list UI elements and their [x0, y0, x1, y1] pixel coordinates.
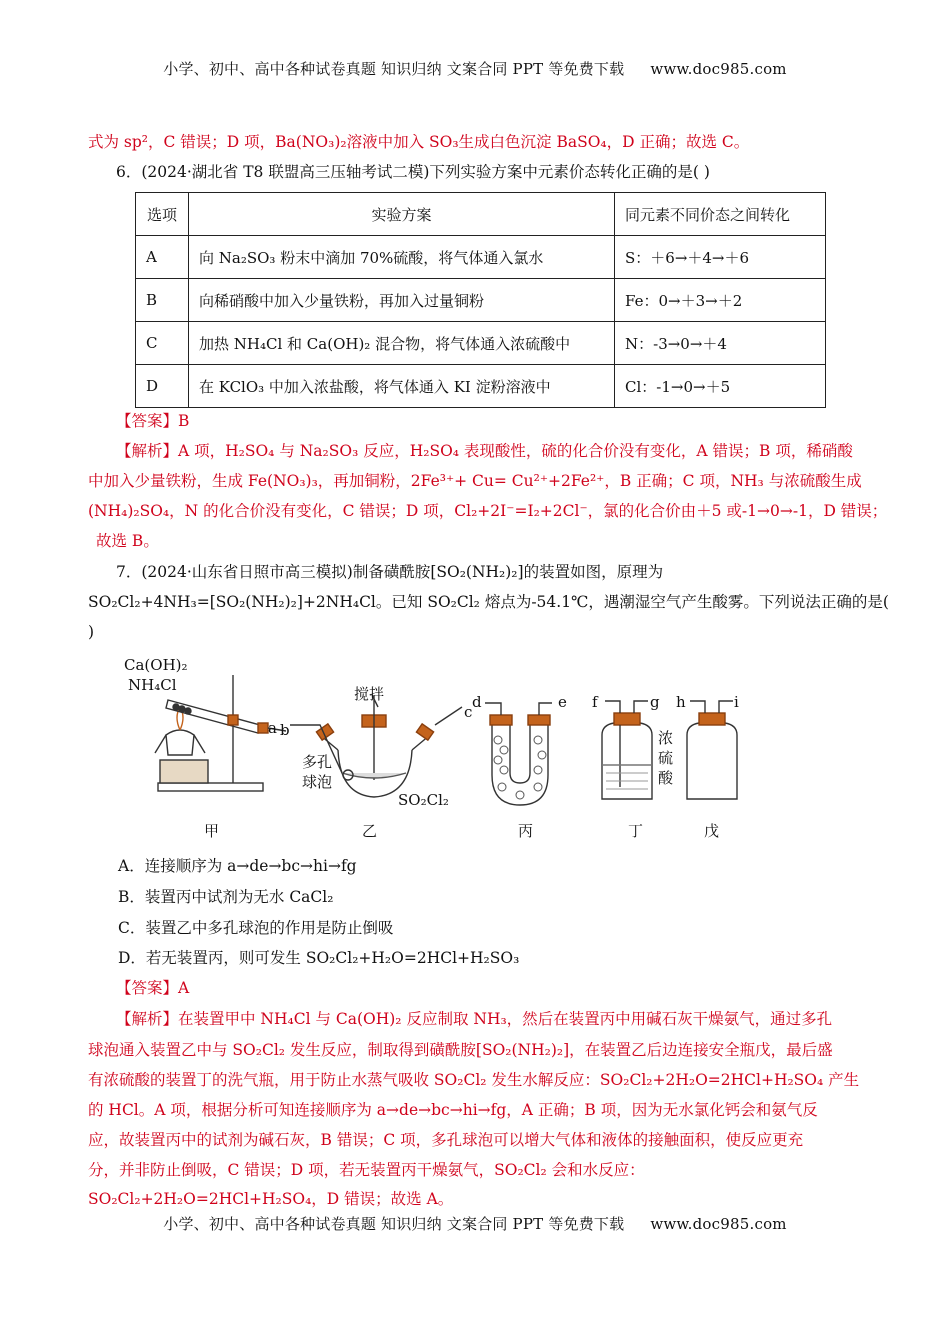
wood-block [160, 760, 208, 783]
table-header-row [136, 193, 826, 236]
table-cell: Fe：0→＋3→＋2 [615, 279, 826, 322]
header-cell: 同元素不同价态之间转化 [615, 193, 826, 236]
apparatus-label: 戊 [704, 822, 720, 840]
q7-stem: 7．(2024·山东省日照市高三模拟)制备磺酰胺[SO₂(NH₂)₂]的装置如图，原理为 [116, 563, 664, 581]
previous-answer-tail: 式为 sp²，C 错误；D 项，Ba(NO₃)₂溶液中加入 SO₃生成白色沉淀 BaSO₄，D 正确；故选 C。 [88, 133, 750, 151]
footer-site[interactable]: www.doc985.com [650, 1215, 787, 1233]
acid-label-1: 浓 [658, 729, 674, 747]
q7-stem-line2: SO₂Cl₂+4NH₃=[SO₂(NH₂)₂]+2NH₄Cl。已知 SO₂Cl₂ 熔点为-54.1℃，遇潮湿空气产生酸雾。下列说法正确的是( [88, 593, 889, 611]
apparatus-label: 丙 [518, 822, 534, 840]
clamp [228, 715, 238, 725]
q7-answer: 【答案】A [116, 979, 190, 997]
reagent-label-2: NH₄Cl [128, 676, 177, 694]
port-label: f [592, 693, 598, 711]
header-cell: 实验方案 [189, 193, 615, 236]
q7-option-b: B．装置丙中试剂为无水 CaCl₂ [118, 888, 334, 906]
table-cell: B [136, 279, 189, 322]
table-cell: Cl：-1→0→＋5 [615, 365, 826, 408]
acid-label-3: 酸 [658, 769, 674, 787]
safety-bottle [687, 723, 737, 799]
q7-option-a: A．连接顺序为 a→de→bc→hi→fg [118, 857, 357, 875]
apparatus-label: 乙 [362, 822, 378, 840]
q6-analysis-line: (NH₄)₂SO₄，N 的化合价没有变化，C 错误；D 项，Cl₂+2I⁻=I₂+2Cl⁻，氯的化合价由＋5 或-1→0→-1，D 错误； [88, 502, 888, 520]
port-label: e [558, 693, 567, 711]
table-cell: 向 Na₂SO₃ 粉末中滴加 70%硫酸，将气体通入氯水 [189, 236, 615, 279]
table-cell: 在 KClO₃ 中加入浓盐酸，将气体通入 KI 淀粉溶液中 [189, 365, 615, 408]
table-cell: 加热 NH₄Cl 和 Ca(OH)₂ 混合物，将气体通入浓硫酸中 [189, 322, 615, 365]
washing-bottle [602, 723, 652, 799]
stir-label: 搅拌 [354, 685, 385, 703]
alcohol-lamp [166, 730, 194, 755]
table-cell: N：-3→0→＋4 [615, 322, 826, 365]
bubble-label-1: 多孔 [302, 753, 333, 771]
port-label: h [676, 693, 686, 711]
page-header [0, 58, 950, 79]
table-row [136, 365, 826, 408]
apparatus-label: 甲 [204, 822, 220, 840]
q7-analysis-line: 【解析】在装置甲中 NH₄Cl 与 Ca(OH)₂ 反应制取 NH₃，然后在装置丙中用碱石灰干燥氨气，通过多孔 [116, 1010, 833, 1028]
q7-analysis-line: 的 HCl。A 项，根据分析可知连接顺序为 a→de→bc→hi→fg，A 正确；B 项，因为无水氯化钙会和氨气反 [88, 1101, 818, 1119]
q7-analysis-line: 应，故装置丙中的试剂为碱石灰，B 错误；C 项，多孔球泡可以增大气体和液体的接触面积，使反应更充 [88, 1131, 804, 1149]
table-row [136, 279, 826, 322]
header-cell: 选项 [136, 193, 189, 236]
q7-analysis-line: 分，并非防止倒吸，C 错误；D 项，若无装置丙干燥氨气，SO₂Cl₂ 会和水反应： [88, 1161, 645, 1179]
q6-analysis-line: 【解析】A 项，H₂SO₄ 与 Na₂SO₃ 反应，H₂SO₄ 表现酸性，硫的化合价没有变化，A 错误；B 项，稀硝酸 [116, 442, 853, 460]
header-text: 小学、初中、高中各种试卷真题 知识归纳 文案合同 PPT 等免费下载 [163, 60, 625, 78]
footer-text: 小学、初中、高中各种试卷真题 知识归纳 文案合同 PPT 等免费下载 [163, 1215, 625, 1233]
q7-option-c: C．装置乙中多孔球泡的作用是防止倒吸 [118, 919, 394, 937]
outlet-tube [435, 707, 462, 725]
port-label: b [280, 721, 290, 739]
port-label: d [472, 693, 482, 711]
q6-analysis-line: 故选 B。 [96, 532, 159, 550]
u-tube [492, 717, 548, 805]
q6-analysis-line: 中加入少量铁粉，生成 Fe(NO₃)₃，再加铜粉，2Fe³⁺+ Cu= Cu²⁺+2Fe²⁺，B 正确；C 项，NH₃ 与浓硫酸生成 [88, 472, 862, 490]
port-label: c [464, 703, 473, 721]
apparatus-label: 丁 [628, 822, 644, 840]
q6-stem: 6．(2024·湖北省 T8 联盟高三压轴考试二模)下列实验方案中元素价态转化正确的是( ) [116, 163, 710, 181]
reagent-label-1: Ca(OH)₂ [124, 656, 188, 674]
q7-option-d: D．若无装置丙，则可发生 SO₂Cl₂+H₂O=2HCl+H₂SO₃ [118, 949, 520, 967]
stopper [258, 723, 268, 733]
header-site[interactable]: www.doc985.com [650, 60, 787, 78]
port-label: i [734, 693, 739, 711]
table-cell: A [136, 236, 189, 279]
q7-analysis-line: 球泡通入装置乙中与 SO₂Cl₂ 发生反应，制取得到磺酰胺[SO₂(NH₂)₂]，在装置乙后边连接安全瓶戊，最后盛 [88, 1041, 833, 1059]
acid-label-2: 硫 [658, 749, 674, 767]
bubble-label-2: 球泡 [302, 773, 333, 791]
table-cell: C [136, 322, 189, 365]
table-cell: D [136, 365, 189, 408]
apparatus-figure [110, 655, 770, 815]
page-footer [0, 1213, 950, 1234]
table-cell: S：＋6→＋4→＋6 [615, 236, 826, 279]
liquid-label: SO₂Cl₂ [398, 791, 449, 809]
port-label: g [650, 693, 660, 711]
table-row [136, 236, 826, 279]
table-cell: 向稀硝酸中加入少量铁粉，再加入过量铜粉 [189, 279, 615, 322]
port-label: a [268, 719, 277, 737]
q6-table [135, 192, 826, 408]
q7-stem-line3: ) [88, 623, 95, 641]
q6-answer: 【答案】B [116, 412, 190, 430]
q7-analysis-line: SO₂Cl₂+2H₂O=2HCl+H₂SO₄，D 错误；故选 A。 [88, 1190, 454, 1208]
q7-analysis-line: 有浓硫酸的装置丁的洗气瓶，用于防止水蒸气吸收 SO₂Cl₂ 发生水解反应：SO₂Cl₂+2H₂O=2HCl+H₂SO₄ 产生 [88, 1071, 860, 1089]
stand-base [158, 783, 263, 791]
table-row [136, 322, 826, 365]
